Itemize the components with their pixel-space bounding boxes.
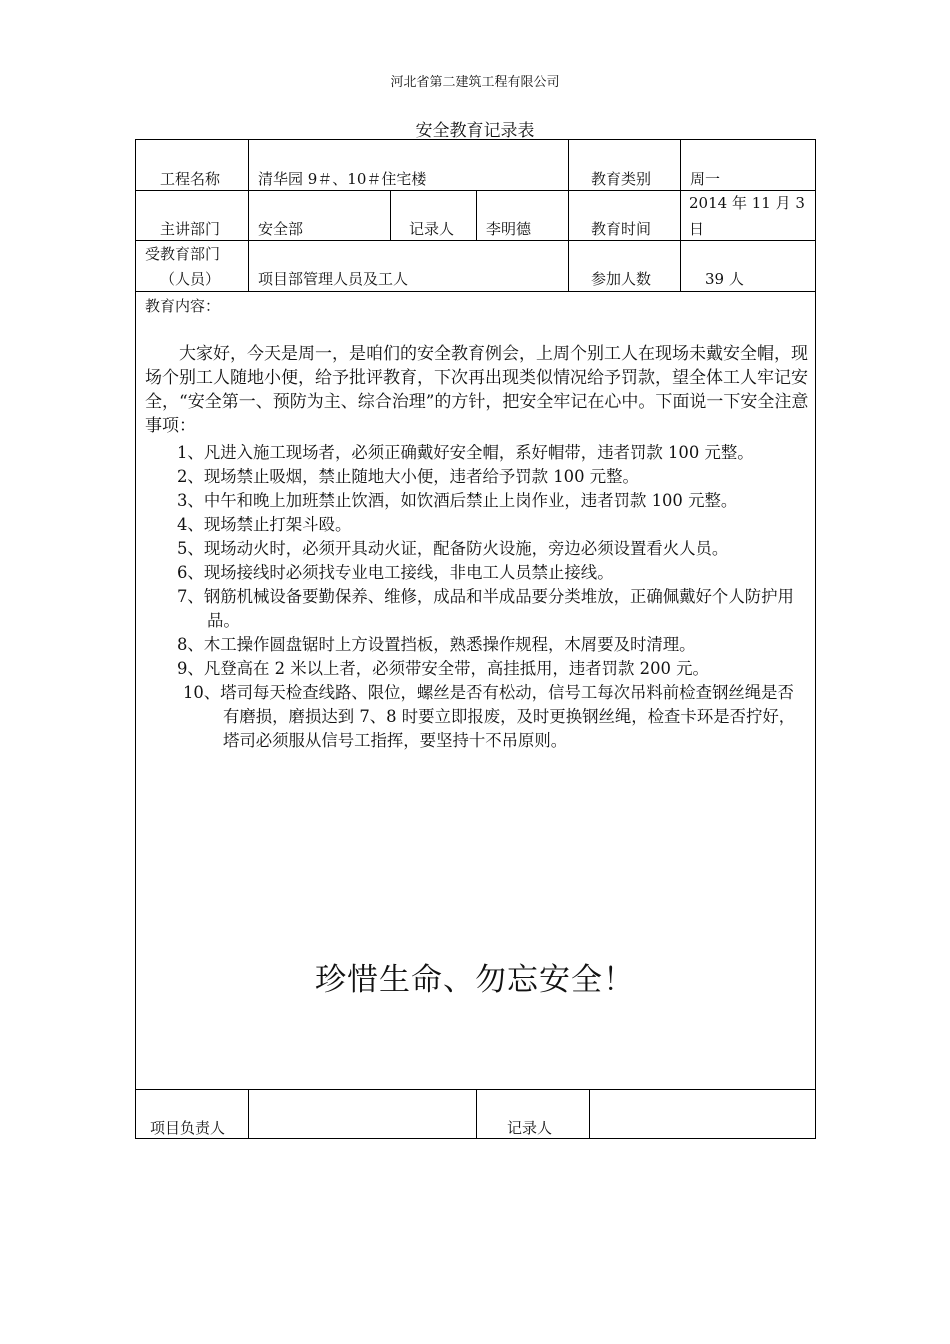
list-item: 7、钢筋机械设备要勤保养、维修，成品和半成品要分类堆放，正确佩戴好个人防护用品。	[177, 587, 794, 630]
attendance-label: 参加人数	[591, 270, 652, 288]
trainee-label-line1: 受教育部门	[145, 245, 221, 263]
form-title: 安全教育记录表	[415, 121, 535, 141]
trainees-value: 项目部管理人员及工人	[258, 270, 409, 288]
project-name-label: 工程名称	[160, 170, 221, 188]
content-intro: 大家好，今天是周一，是咱们的安全教育例会，上周个别工人在现场未戴安全帽，现场个别工人随地小便，给予批评教育，下次再出现类似情况给予罚款，望全体工人牢记安全，“安全第一、预防为主、综合治理”的方针，把安全牢记在心中。下面说一下安全注意事项：	[145, 344, 809, 436]
list-item: 1、凡进入施工现场者，必须正确戴好安全帽，系好帽带，违者罚款 100 元整。	[177, 443, 754, 462]
col-divider	[248, 139, 249, 291]
col-divider	[476, 1089, 477, 1139]
col-divider	[476, 190, 477, 240]
edu-type-label: 教育类别	[591, 170, 652, 188]
dept-label: 主讲部门	[160, 220, 221, 238]
edu-type-value: 周一	[690, 170, 721, 188]
safety-rules-list	[145, 441, 810, 753]
list-item: 8、木工操作圆盘锯时上方设置挡板，熟悉操作规程，木屑要及时清理。	[177, 635, 696, 654]
col-divider	[568, 139, 569, 291]
edu-time-value-line1: 2014 年 11 月 3	[689, 194, 805, 212]
footer-recorder-label: 记录人	[507, 1119, 553, 1137]
manager-label: 项目负责人	[150, 1119, 226, 1137]
list-item: 4、现场禁止打架斗殴。	[177, 515, 352, 534]
col-divider	[589, 1089, 590, 1139]
list-item: 2、现场禁止吸烟，禁止随地大小便，违者给予罚款 100 元整。	[177, 467, 639, 486]
recorder-value: 李明德	[486, 220, 532, 238]
list-item: 3、中午和晚上加班禁止饮酒，如饮酒后禁止上岗作业，违者罚款 100 元整。	[177, 491, 738, 510]
safety-slogan: 珍惜生命、勿忘安全！	[315, 962, 635, 998]
list-item: 10、塔司每天检查线路、限位，螺丝是否有松动，信号工每次吊料前检查钢丝绳是否有磨损，磨损达到 7、8 时要立即报废，及时更换钢丝绳，检查卡环是否拧好，塔司必须服从信号工指挥，要坚持十不吊原则。	[183, 683, 796, 750]
project-name-value: 清华园 9＃、10＃住宅楼	[258, 170, 427, 188]
col-divider	[248, 1089, 249, 1139]
row-divider	[135, 291, 816, 292]
content-label: 教育内容：	[145, 297, 221, 315]
col-divider	[390, 190, 391, 240]
list-item: 5、现场动火时，必须开具动火证，配备防火设施，旁边必须设置看火人员。	[177, 539, 729, 558]
list-item: 6、现场接线时必须找专业电工接线，非电工人员禁止接线。	[177, 563, 614, 582]
attendance-value: 39 人	[705, 270, 744, 288]
company-name: 河北省第二建筑工程有限公司	[390, 75, 560, 90]
col-divider	[680, 139, 681, 291]
recorder-label: 记录人	[409, 220, 455, 238]
row-divider	[135, 240, 816, 241]
dept-value: 安全部	[258, 220, 304, 238]
trainee-label-line2: （人员）	[160, 270, 221, 288]
list-item: 9、凡登高在 2 米以上者，必须带安全带，高挂抵用，违者罚款 200 元。	[177, 659, 709, 678]
edu-time-label: 教育时间	[591, 220, 652, 238]
edu-time-value-line2: 日	[689, 220, 705, 238]
